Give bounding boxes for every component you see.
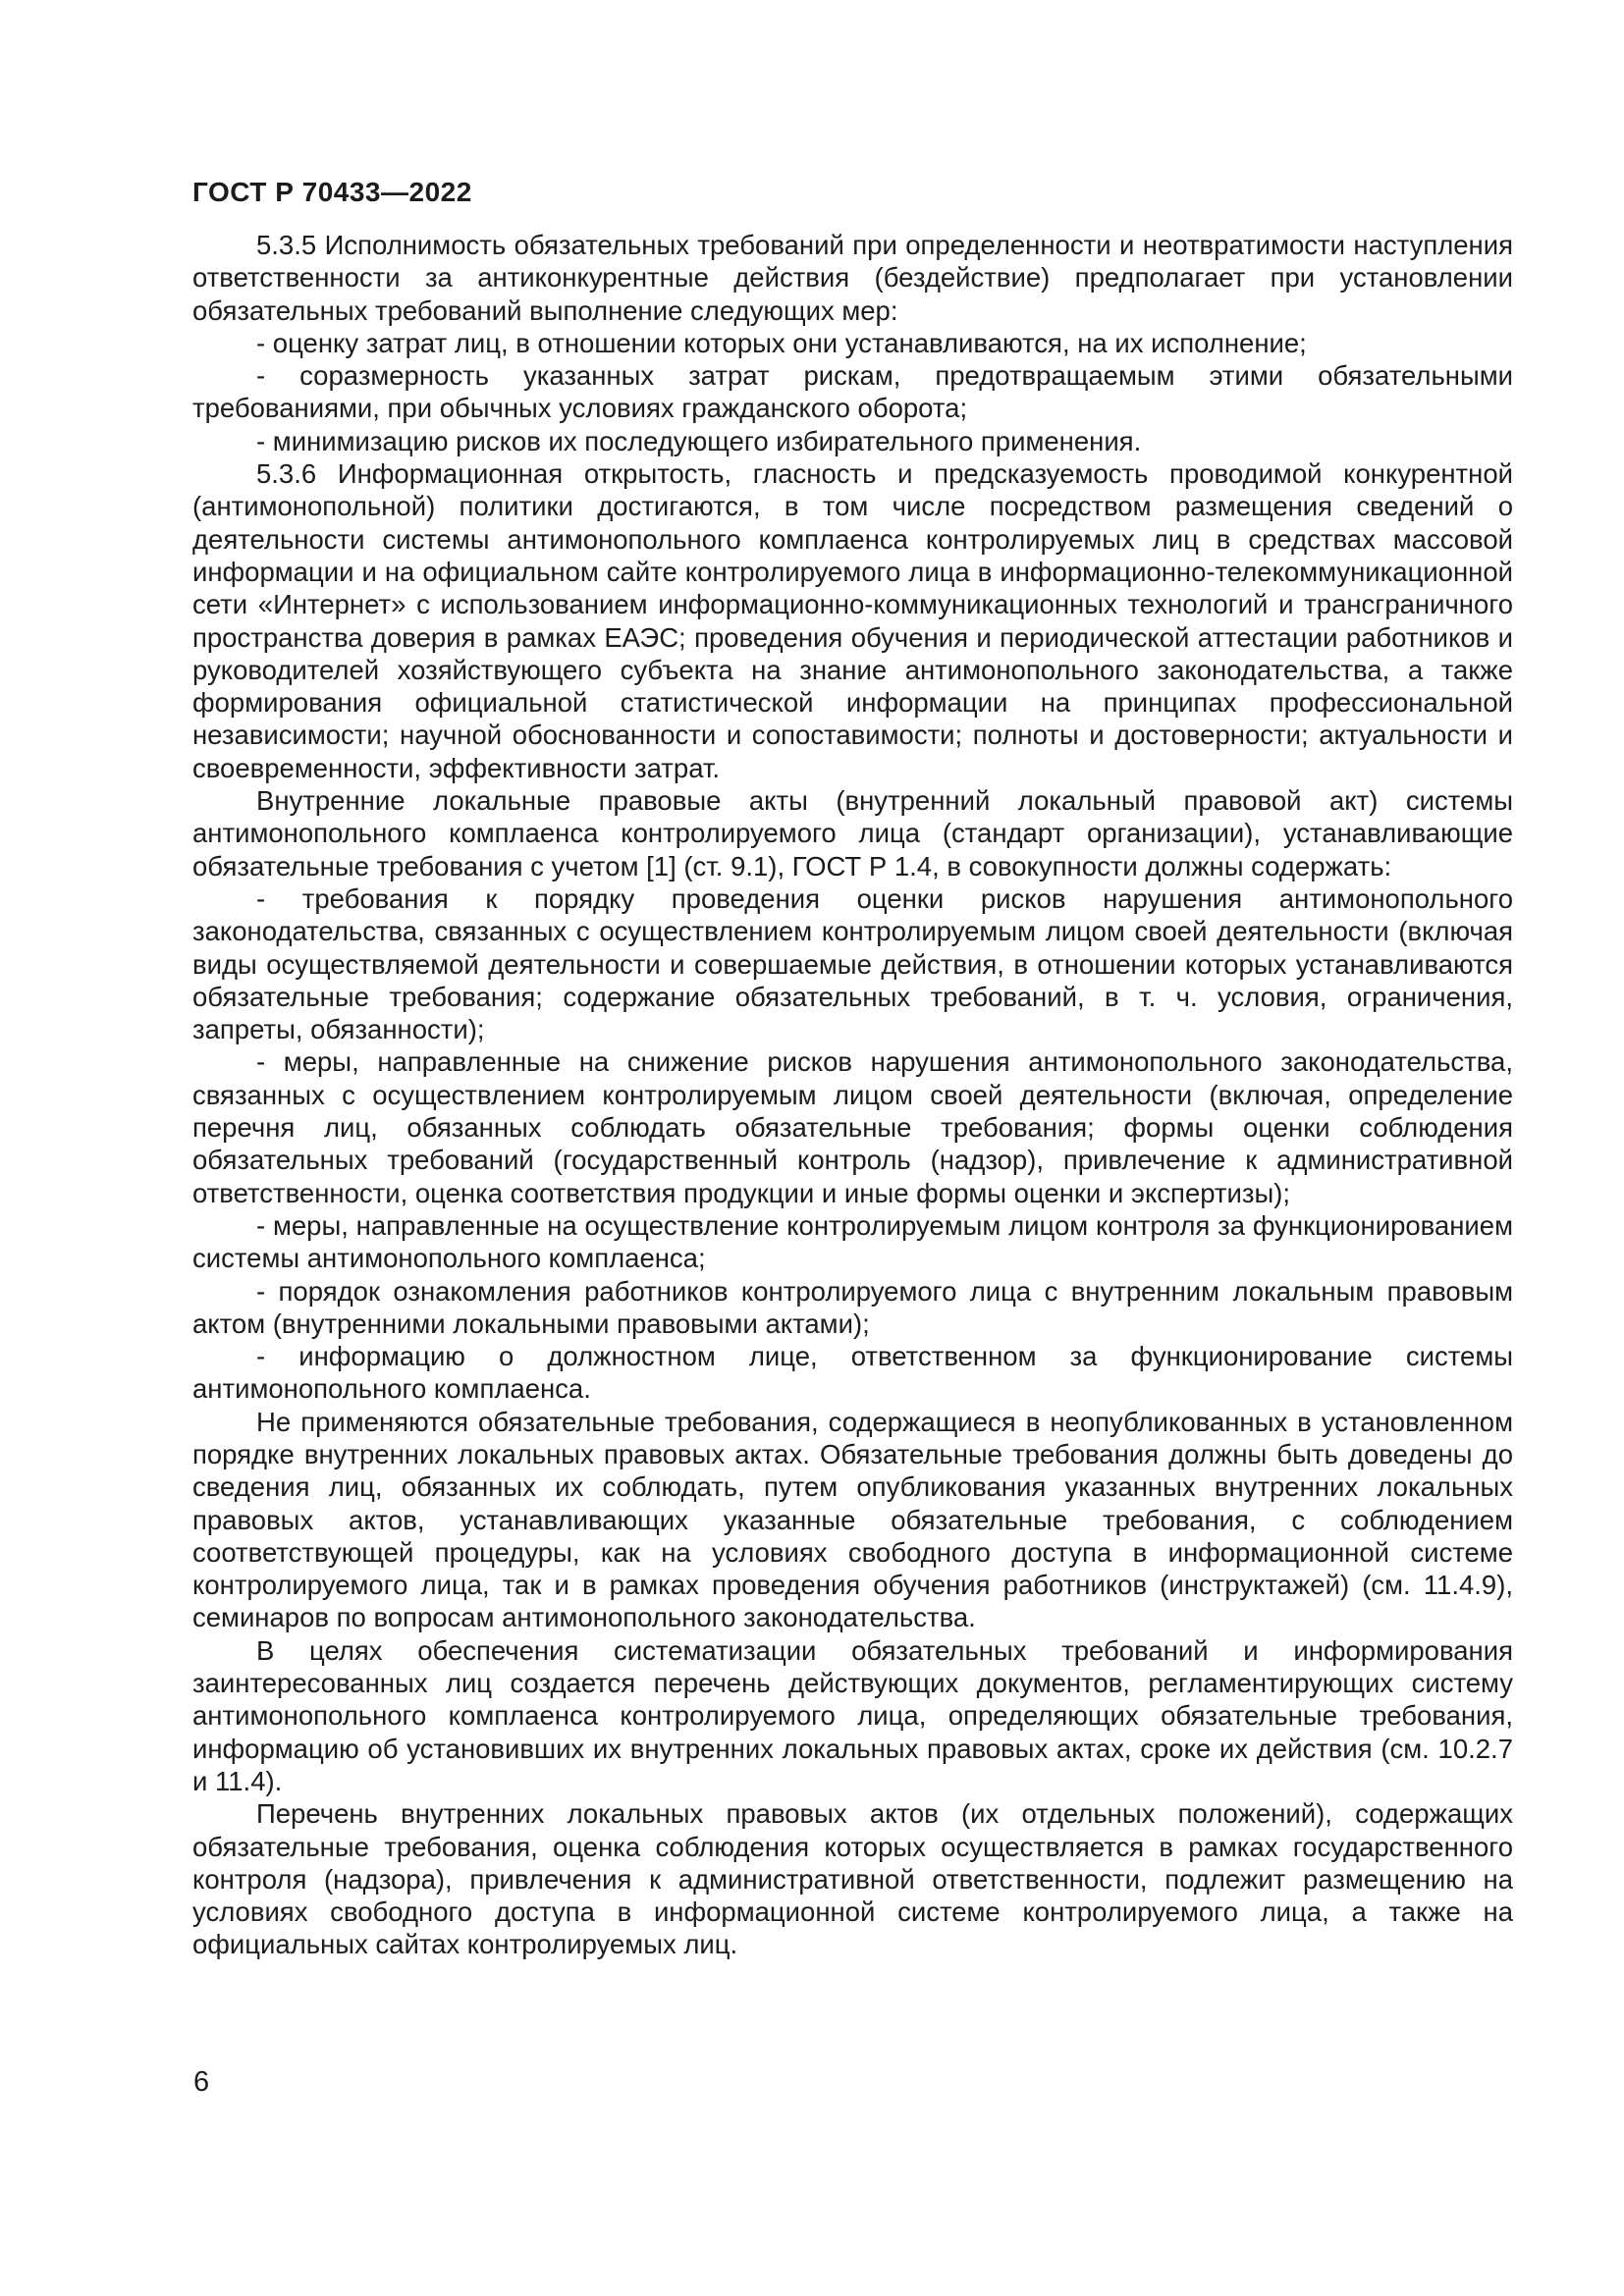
- paragraph-systematization: В целях обеспечения систематизации обязательных требований и информирования заинтересованных лиц создается перечень действующих документов, регламентирующих систему антимонопольного комплаенса контролируемого лица, определяющих обязательные требования, информацию об установивших их внутренних локальных правовых актах, сроке их действия (см. 10.2.7 и 11.4).: [192, 1634, 1513, 1796]
- page-number: 6: [193, 2066, 210, 2098]
- list-item: - меры, направленные на осуществление контролируемым лицом контроля за функционированием системы антимонопольного комплаенса;: [192, 1209, 1513, 1274]
- paragraph-internal-acts: Внутренние локальные правовые акты (внутренний локальный правовой акт) системы антимонопольного комплаенса контролируемого лица (стандарт организации), устанавливающие обязательные требования с учетом [1] (ст. 9.1), ГОСТ Р 1.4, в совокупности должны содержать:: [192, 785, 1513, 881]
- list-item: - порядок ознакомления работников контролируемого лица с внутренним локальным правовым актом (внутренними локальными правовыми актами);: [192, 1275, 1513, 1339]
- document-body: [192, 229, 1513, 1961]
- list-item: - информацию о должностном лице, ответственном за функционирование системы антимонопольного комплаенса.: [192, 1341, 1513, 1405]
- paragraph-unpublished-acts: Не применяются обязательные требования, содержащиеся в неопубликованных в установленном порядке внутренних локальных правовых актах. Обязательные требования должны быть доведены до сведения лиц, обязанных их соблюдать, путем опубликования указанных внутренних локальных правовых актов, устанавливающих указанные обязательные требования, с соблюдением соответствующей процедуры, как на условиях свободного доступа в информационной системе контролируемого лица, так и в рамках проведения обучения работников (инструктажей) (см. 11.4.9), семинаров по вопросам антимонопольного законодательства.: [192, 1406, 1513, 1633]
- list-item: - соразмерность указанных затрат рискам, предотвращаемым этими обязательными требованиями, при обычных условиях гражданского оборота;: [192, 360, 1513, 424]
- list-item: - минимизацию рисков их последующего избирательного применения.: [256, 425, 1142, 456]
- clause-5-3-5-paragraph: 5.3.5 Исполнимость обязательных требований при определенности и неотвратимости наступления ответственности за антиконкурентные действия (бездействие) предполагает при установлении обязательных требований выполнение следующих мер:: [192, 230, 1513, 326]
- list-item: - требования к порядку проведения оценки рисков нарушения антимонопольного законодательства, связанных с осуществлением контролируемым лицом своей деятельности (включая виды осуществляемой деятельности и совершаемые действия, в отношении которых устанавливаются обязательные требования; содержание обязательных требований, в т. ч. условия, ограничения, запреты, обязанности);: [192, 882, 1513, 1045]
- list-item: - меры, направленные на снижение рисков нарушения антимонопольного законодательства, связанных с осуществлением контролируемым лицом своей деятельности (включая, определение перечня лиц, обязанных соблюдать обязательные требования; формы оценки соблюдения обязательных требований (государственный контроль (надзор), привлечение к административной ответственности, оценка соответствия продукции и иные формы оценки и экспертизы);: [192, 1046, 1513, 1208]
- list-item: - оценку затрат лиц, в отношении которых они устанавливаются, на их исполнение;: [256, 327, 1307, 358]
- clause-5-3-6-paragraph: 5.3.6 Информационная открытость, гласность и предсказуемость проводимой конкурентной (антимонопольной) политики достигаются, в том числе посредством размещения сведений о деятельности системы антимонопольного комплаенса контролируемых лиц в средствах массовой информации и на официальном сайте контролируемого лица в информационно-телекоммуникационной сети «Интернет» с использованием информационно-коммуникационных технологий и трансграничного пространства доверия в рамках ЕАЭС; проведения обучения и периодической аттестации работников и руководителей хозяйствующего субъекта на знание антимонопольного законодательства, а также формирования официальной статистической информации на принципах профессиональной независимости; научной обоснованности и сопоставимости; полноты и достоверности; актуальности и своевременности, эффективности затрат.: [192, 458, 1513, 783]
- paragraph-acts-list: Перечень внутренних локальных правовых актов (их отдельных положений), содержащих обязательные требования, оценка соблюдения которых осуществляется в рамках государственного контроля (надзора), привлечения к административной ответственности, подлежит размещению на условиях свободного доступа в информационной системе контролируемого лица, а также на официальных сайтах контролируемых лиц.: [192, 1798, 1513, 1960]
- document-code: ГОСТ Р 70433—2022: [192, 177, 472, 207]
